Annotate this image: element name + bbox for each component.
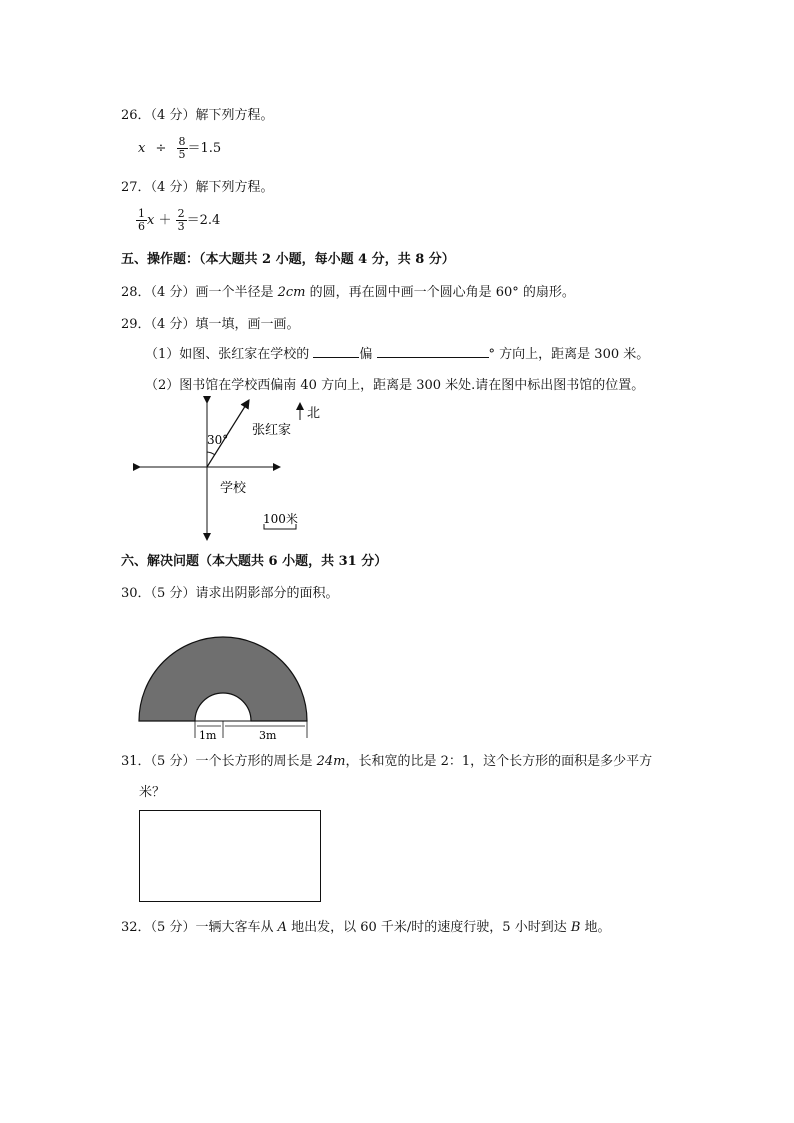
q32-score: （5 分）: [150, 920, 196, 935]
q29-part2: （2）图书馆在学校西偏南 40 方向上，距离是 300 米处.请在图中标出图书馆的位置。: [145, 378, 645, 393]
q32-text-c: 地。: [580, 920, 611, 935]
q29-stem: [121, 313, 299, 332]
q31-perimeter: 24: [316, 754, 334, 769]
q32-point-a: A: [277, 920, 287, 935]
q29-blank-angle[interactable]: [377, 345, 489, 358]
label-large-radius: 3m: [259, 729, 277, 742]
q32-stem: [121, 916, 611, 935]
q26-eq-var: x: [138, 141, 146, 156]
q30-number: 30．: [121, 586, 151, 601]
q26-frac-num: 8: [178, 135, 186, 148]
q29-part1-c: ° 方向上，距离是 300 米。: [488, 347, 650, 362]
q29-part1: [145, 343, 649, 362]
shaded-region: [139, 637, 307, 721]
north-label: 北: [307, 406, 321, 421]
q27-score: （4 分）: [150, 180, 196, 195]
q30-score: （5 分）: [150, 586, 196, 601]
q27-number: 27．: [121, 180, 151, 195]
q32-point-b: B: [570, 920, 581, 935]
q28-stem: [121, 281, 575, 300]
q31-score: （5 分）: [150, 754, 196, 769]
q31-text-a: 一个长方形的周长是: [195, 754, 317, 769]
q29-part1-b: 偏: [359, 347, 377, 362]
q30-stem: [121, 582, 338, 601]
home-label: 张红家: [252, 423, 292, 438]
q32-text-a: 一辆大客车从: [195, 920, 278, 935]
section5-title: 五、操作题：（本大题共 2 小题，每小题 4 分，共 8 分）: [121, 252, 455, 267]
q29-part1-a: （1）如图、张红家在学校的: [145, 347, 314, 362]
scale-label: 100米: [263, 512, 298, 526]
q27-text: 解下列方程。: [195, 180, 274, 195]
q29-direction-diagram: [130, 395, 330, 545]
q27-plus: ＋: [158, 213, 172, 228]
q30-semicircle-figure: [130, 600, 320, 745]
school-label: 学校: [220, 481, 247, 496]
q32-number: 32．: [121, 920, 151, 935]
q28-number: 28．: [121, 285, 151, 300]
diagram-angle-arc: [207, 452, 215, 455]
q27-fraction-2: [176, 208, 187, 233]
label-small-radius: 1m: [199, 729, 217, 742]
section6-title: 六、解决问题（本大题共 6 小题，共 31 分）: [121, 554, 388, 569]
q27-frac2-den: 3: [177, 220, 185, 233]
q27-rhs: ＝2.4: [186, 213, 221, 228]
q26-eq-op: ÷: [155, 141, 167, 156]
q31-rectangle: [139, 810, 321, 902]
q26-eq-rhs: ＝1.5: [187, 141, 222, 156]
q27-frac2-num: 2: [177, 207, 185, 220]
q28-text-b: 的圆，再在圆中画一个圆心角是 60° 的扇形。: [305, 285, 575, 300]
q28-radius: 2: [277, 285, 286, 300]
q29-blank-direction[interactable]: [313, 345, 359, 358]
q28-unit: cm: [285, 285, 306, 300]
q31-text-b: ，长和宽的比是 2：1，这个长方形的面积是多少平方: [345, 754, 653, 769]
q26-stem: [121, 104, 273, 123]
q26-equation: [138, 132, 221, 166]
q31-number: 31．: [121, 754, 151, 769]
angle-label: 30°: [207, 433, 229, 447]
q27-stem: [121, 176, 273, 195]
q26-number: 26．: [121, 108, 151, 123]
q26-score: （4 分）: [150, 108, 196, 123]
q30-text: 请求出阴影部分的面积。: [195, 586, 339, 601]
q27-fraction-1: [136, 208, 147, 233]
q28-text-a: 画一个半径是: [195, 285, 278, 300]
q26-fraction: [177, 136, 188, 161]
q27-frac1-den: 6: [138, 220, 145, 233]
q31-text-c: 米？: [139, 785, 166, 800]
q27-frac1-num: 1: [138, 207, 145, 220]
q31-stem: [121, 750, 652, 769]
q27-equation: [136, 204, 220, 238]
q26-frac-den: 5: [178, 148, 186, 161]
q28-score: （4 分）: [150, 285, 196, 300]
q29-text: 填一填，画一画。: [195, 317, 300, 332]
q26-text: 解下列方程。: [195, 108, 274, 123]
q32-text-b: 地出发，以 60 千米/时的速度行驶，5 小时到达: [286, 920, 571, 935]
q27-var: x: [147, 213, 155, 228]
q29-number: 29．: [121, 317, 151, 332]
q31-unit: m: [333, 754, 346, 769]
q29-score: （4 分）: [150, 317, 196, 332]
